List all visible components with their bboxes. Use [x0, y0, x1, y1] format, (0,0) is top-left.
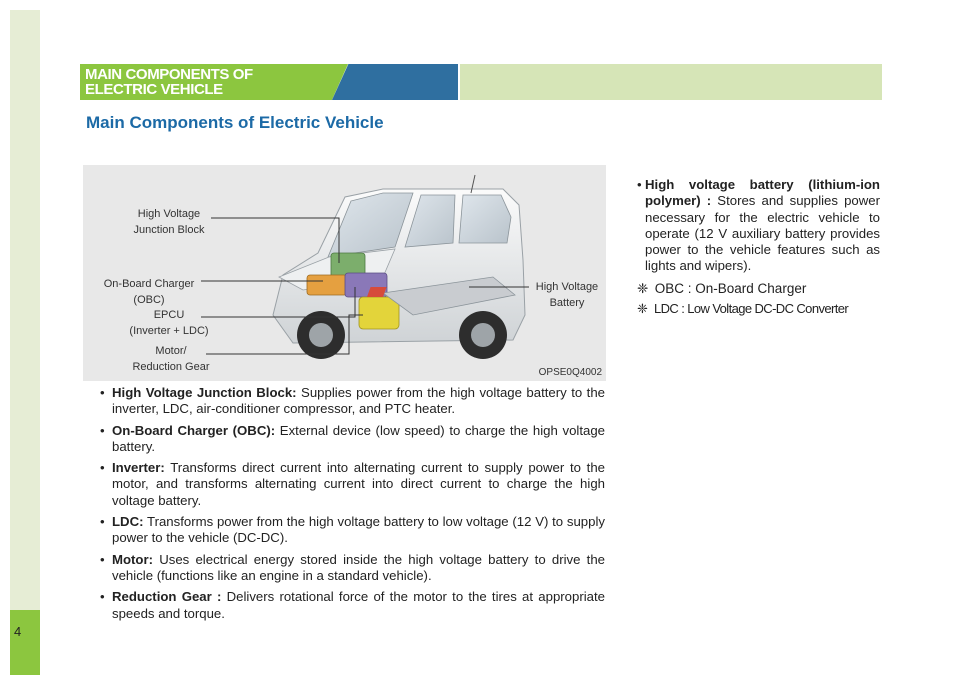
bullet-hv-battery [637, 177, 880, 275]
bullet-term: High voltage battery (lithium-ion polymer) : [645, 177, 880, 209]
bullet-text: Transforms power from the high voltage battery to low voltage (12 V) to supply power to the vehicle (DC-DC). [112, 514, 605, 546]
note-ldc [637, 301, 880, 317]
label-motor-line1: Motor/ [155, 345, 187, 357]
side-strip-tab [10, 610, 40, 675]
page-number: 4 [14, 624, 22, 639]
car-side-window-2 [459, 195, 511, 243]
header-blue-block [332, 64, 458, 100]
label-hv-battery-line2: Battery [549, 297, 585, 309]
header-title-line2: ELECTRIC VEHICLE [85, 81, 223, 98]
label-hv-battery [527, 279, 606, 311]
note-text: LDC : Low Voltage DC-DC Converter [654, 301, 849, 317]
note-text: OBC : On-Board Charger [654, 280, 807, 296]
bullet-obc [100, 423, 605, 456]
right-column [637, 177, 880, 317]
bullet-motor [100, 552, 605, 585]
header-light-block [460, 64, 882, 100]
bullet-text: External device (low speed) to charge the high voltage battery. [112, 422, 605, 454]
label-epcu-line2: (Inverter + LDC) [129, 325, 209, 337]
figure-code: OPSE0Q4002 [538, 367, 602, 378]
bullet-text: Transforms direct current into alternating current to supply power to the motor, and transforms alternating current into direct current to charge the high voltage battery. [112, 460, 605, 508]
bullet-inverter [100, 460, 605, 509]
bullet-text: Delivers rotational force of the motor to the tires at appropriate speeds and torque. [112, 589, 605, 621]
bullet-term: Inverter: [112, 460, 165, 476]
obc-shape [307, 275, 347, 295]
vehicle-diagram [83, 165, 606, 381]
label-motor-line2: Reduction Gear [132, 361, 210, 373]
label-obc [93, 276, 205, 308]
bullet-text: Uses electrical energy stored inside the high voltage battery to drive the vehicle (functions like an engine in a standard vehicle). [112, 551, 605, 583]
bullet-reduction-gear [100, 589, 605, 622]
label-motor [119, 343, 223, 375]
note-obc [637, 281, 880, 297]
side-strip [10, 10, 40, 675]
header-band [80, 64, 882, 100]
bullet-text: Supplies power from the high voltage battery to the inverter, LDC, air-conditioner compressor, and PTC heater. [112, 385, 605, 417]
bullet-junction-block [100, 385, 605, 418]
bullet-term: LDC: [112, 514, 144, 530]
note-symbol-icon: ❈ [637, 280, 649, 296]
note-symbol-icon: ❈ [637, 301, 648, 317]
header-title [85, 67, 253, 97]
label-hv-junction-line2: Junction Block [133, 224, 205, 236]
component-descriptions [100, 385, 605, 627]
header-title-line1: MAIN COMPONENTS OF [85, 66, 253, 83]
bullet-text: Stores and supplies power necessary for the electric vehicle to operate (12 V auxiliary battery provides power to the vehicle features such as lights and wipers). [645, 193, 880, 274]
motor-shape [359, 297, 399, 329]
section-title: Main Components of Electric Vehicle [86, 113, 384, 132]
bullet-ldc [100, 514, 605, 547]
label-epcu-line1: EPCU [153, 309, 185, 321]
label-hv-battery-line1: High Voltage [535, 281, 599, 293]
bullet-term: On-Board Charger (OBC): [112, 422, 276, 438]
label-obc-line1: On-Board Charger [103, 278, 195, 290]
label-hv-junction-block [123, 206, 215, 238]
bullet-term: High Voltage Junction Block: [112, 385, 297, 400]
label-epcu [113, 307, 225, 339]
label-hv-junction-line1: High Voltage [137, 208, 201, 220]
label-obc-line2: (OBC) [133, 294, 165, 306]
bullet-term: Reduction Gear : [112, 589, 222, 605]
bullet-term: Motor: [112, 551, 154, 567]
